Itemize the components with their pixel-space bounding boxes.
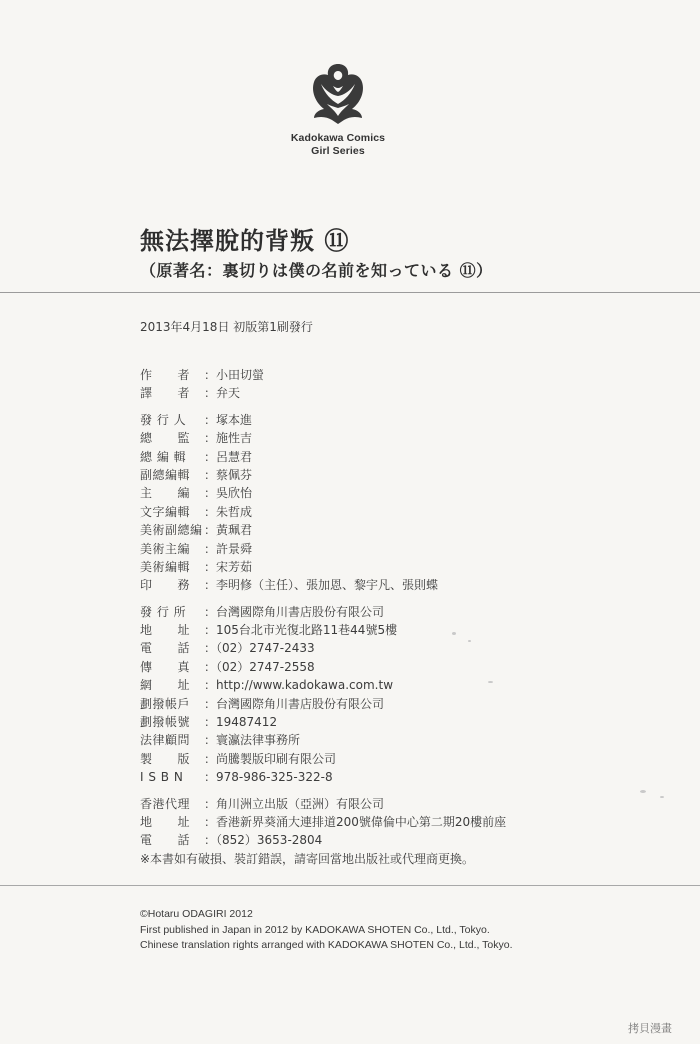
credit-row <box>140 750 600 768</box>
credit-row <box>140 429 600 447</box>
credit-label: 美術副總編 <box>140 523 203 538</box>
credit-value: ：小田切螢 <box>204 368 265 382</box>
credit-label: 傳 真 <box>140 659 191 674</box>
credit-value: ：施性吉 <box>204 431 253 446</box>
credit-label: 地 址 <box>140 623 191 638</box>
credit-row <box>140 639 600 657</box>
edition-date: 2013年4月18日 初版第1刷發行 <box>140 320 313 334</box>
series-subname: Girl Series <box>311 145 365 157</box>
credit-value: ：台灣國際角川書店股份有限公司 <box>204 604 385 619</box>
credit-label: 作 者 <box>140 368 191 382</box>
credit-row <box>140 503 600 521</box>
credit-row <box>140 411 600 429</box>
credit-row <box>140 731 600 749</box>
credit-value: ：弁天 <box>204 386 241 401</box>
credit-row <box>140 521 600 539</box>
credit-row <box>140 676 600 694</box>
credit-value: ：http://www.kadokawa.com.tw <box>204 678 394 693</box>
credit-value: ：（852）3653-2804 <box>204 833 323 848</box>
credit-value: ：黃珮君 <box>204 523 253 538</box>
copyright-line: ©Hotaru ODAGIRI 2012 <box>140 908 253 920</box>
credit-label: 總 監 <box>140 431 191 446</box>
credit-value: ：呂慧君 <box>204 449 253 464</box>
credit-value: ：角川洲立出版（亞洲）有限公司 <box>204 796 385 811</box>
credit-label: 主 編 <box>140 486 191 501</box>
credit-label: 發 行 人 <box>140 412 187 427</box>
credit-value: ：李明修（主任）、張加恩、黎宇凡、張則蝶 <box>204 578 439 593</box>
credit-value: ：寰瀛法律事務所 <box>204 733 301 748</box>
scan-speck <box>452 632 456 635</box>
credit-value: ：香港新界葵涌大連排道200號偉倫中心第二期20樓前座 <box>204 814 507 829</box>
credit-label: 總 編 輯 <box>140 449 187 464</box>
credit-group <box>140 411 600 595</box>
credit-row <box>140 603 600 621</box>
credit-label: 電 話 <box>140 641 191 656</box>
credit-row <box>140 558 600 576</box>
credit-row <box>140 448 600 466</box>
credit-value: ：105台北市光復北路11巷44號5樓 <box>204 623 398 638</box>
credit-row <box>140 713 600 731</box>
credit-row <box>140 366 600 384</box>
credit-value: ：許景舜 <box>204 541 253 556</box>
credit-value: ：蔡佩芬 <box>204 467 253 482</box>
credit-label: 法律顧問 <box>140 733 191 748</box>
credit-row <box>140 768 600 786</box>
credit-row <box>140 466 600 484</box>
scan-speck <box>488 681 493 683</box>
credit-label: 副總編輯 <box>140 467 191 482</box>
credit-row <box>140 576 600 594</box>
credit-label: I S B N <box>140 770 184 785</box>
credit-label: 電 話 <box>140 833 191 848</box>
credit-label: 網 址 <box>140 678 191 693</box>
damage-notice: ※本書如有破損、裝訂錯誤，請寄回當地出版社或代理商更換。 <box>140 852 475 866</box>
credit-value: ：宋芳茹 <box>204 559 253 574</box>
book-title: 無法擇脫的背叛 ⑪ <box>140 227 350 255</box>
credits-block <box>140 366 600 858</box>
credit-row <box>140 695 600 713</box>
credit-group <box>140 795 600 850</box>
phoenix-logo-icon <box>305 58 371 130</box>
credit-group <box>140 366 600 403</box>
scan-speck <box>468 640 471 642</box>
credit-row <box>140 621 600 639</box>
credit-label: 劃撥帳戶 <box>140 696 191 711</box>
credit-label: 美術編輯 <box>140 559 191 574</box>
credit-row <box>140 484 600 502</box>
credit-value: ：（02）2747-2433 <box>204 641 315 656</box>
credit-value: ：（02）2747-2558 <box>204 659 315 674</box>
watermark: 拷貝漫畫 <box>628 1022 672 1035</box>
credit-row <box>140 384 600 402</box>
original-title: （原著名：裏切りは僕の名前を知っている ⑪） <box>140 261 493 280</box>
copyright-line: First published in Japan in 2012 by KADOKAWA SHOTEN Co., Ltd., Tokyo. <box>140 923 490 936</box>
credit-row <box>140 831 600 849</box>
credit-value: ：尚騰製版印刷有限公司 <box>204 751 337 766</box>
credit-value: ：978-986-325-322-8 <box>204 770 333 785</box>
divider-top <box>0 292 700 293</box>
credit-label: 香港代理 <box>140 796 191 811</box>
copyright-block <box>140 907 513 954</box>
scan-speck <box>660 796 664 798</box>
credit-group <box>140 603 600 787</box>
copyright-line: Chinese translation rights arranged with KADOKAWA SHOTEN Co., Ltd., Tokyo. <box>140 939 513 951</box>
divider-bottom <box>0 885 700 886</box>
series-name: Kadokawa Comics <box>290 132 386 144</box>
credit-value: ：朱哲成 <box>204 504 253 519</box>
credit-label: 文字編輯 <box>140 504 191 519</box>
scan-speck <box>640 790 646 793</box>
credit-label: 地 址 <box>140 814 191 829</box>
credit-row <box>140 813 600 831</box>
credit-value: ：吳欣怡 <box>204 486 253 501</box>
credit-row <box>140 658 600 676</box>
credit-value: ：塚本進 <box>204 412 253 427</box>
credit-label: 發 行 所 <box>140 604 187 619</box>
credit-value: ：台灣國際角川書店股份有限公司 <box>204 696 385 711</box>
credit-label: 譯 者 <box>140 386 191 401</box>
credit-label: 製 版 <box>140 751 191 766</box>
credit-value: ：19487412 <box>204 715 278 730</box>
credit-label: 印 務 <box>140 578 191 593</box>
credit-label: 劃撥帳號 <box>140 715 191 730</box>
credit-row <box>140 540 600 558</box>
credit-row <box>140 795 600 813</box>
credit-label: 美術主編 <box>140 541 191 556</box>
